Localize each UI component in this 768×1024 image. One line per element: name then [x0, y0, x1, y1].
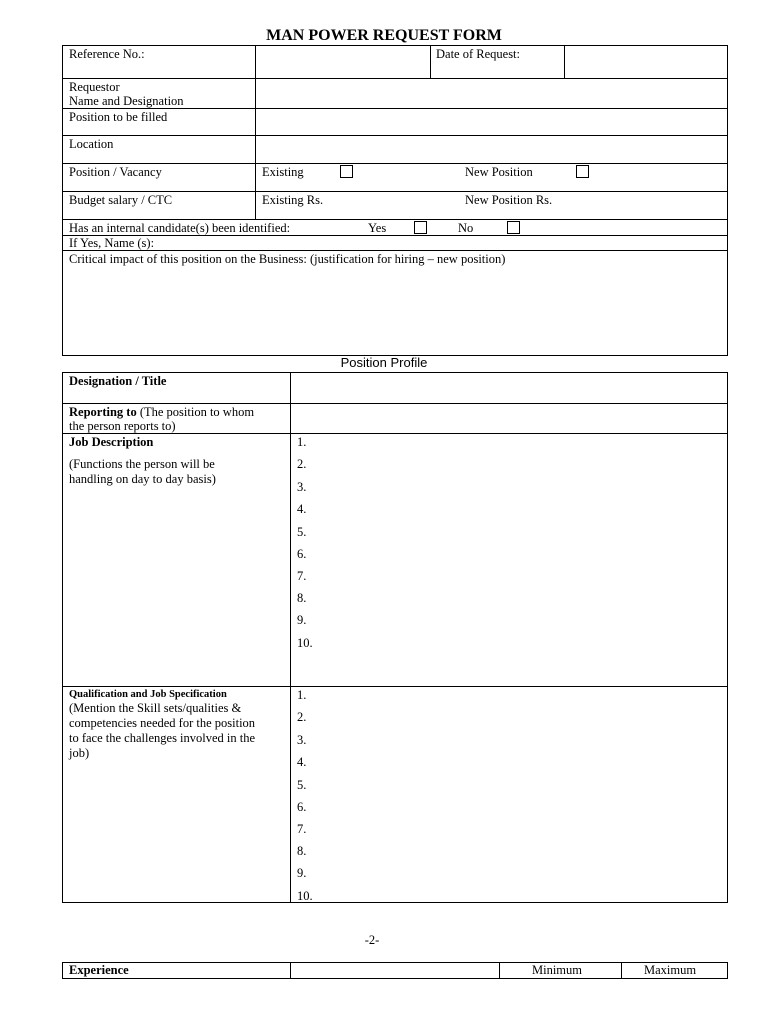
- location-label: Location: [69, 137, 114, 151]
- existing-checkbox[interactable]: [340, 165, 353, 178]
- qual-item-number: 9.: [297, 866, 307, 880]
- reporting-to-bold: Reporting to: [69, 405, 137, 419]
- position-to-be-filled-label: Position to be filled: [69, 110, 168, 124]
- minimum-label: Minimum: [532, 963, 583, 977]
- qual-item-number: 7.: [297, 822, 307, 836]
- existing-rs-label: Existing Rs.: [262, 193, 324, 207]
- qual-item-number: 10.: [297, 889, 313, 903]
- qual-item-number: 2.: [297, 710, 307, 724]
- if-yes-name-label: If Yes, Name (s):: [69, 236, 155, 250]
- qual-item-number: 1.: [297, 688, 307, 702]
- no-label: No: [458, 221, 474, 235]
- job-item-number: 8.: [297, 591, 307, 605]
- job-description-note-line2: handling on day to day basis): [69, 472, 216, 486]
- new-position-checkbox[interactable]: [576, 165, 589, 178]
- qualification-label: Qualification and Job Specification: [69, 689, 227, 700]
- reporting-to-field[interactable]: [292, 405, 726, 432]
- position-profile-heading: Position Profile: [340, 355, 428, 370]
- requestor-label: Requestor: [69, 80, 120, 94]
- no-checkbox[interactable]: [507, 221, 520, 234]
- qualification-note-line4: job): [69, 746, 90, 760]
- form-title: MAN POWER REQUEST FORM: [266, 27, 502, 44]
- date-of-request-field[interactable]: [566, 47, 726, 77]
- experience-label: Experience: [69, 963, 129, 977]
- qual-item-number: 8.: [297, 844, 307, 858]
- job-description-note: (Functions the person will be: [69, 457, 215, 471]
- critical-impact-label: Critical impact of this position on the Business: (justification for hiring – new position): [69, 252, 506, 266]
- qual-item-number: 3.: [297, 733, 307, 747]
- reference-no-field[interactable]: [257, 47, 429, 77]
- job-item-number: 6.: [297, 547, 307, 561]
- maximum-label: Maximum: [644, 963, 697, 977]
- location-field[interactable]: [257, 137, 726, 162]
- budget-salary-label: Budget salary / CTC: [69, 193, 173, 207]
- qual-item-number: 6.: [297, 800, 307, 814]
- job-item-number: 10.: [297, 636, 313, 650]
- requestor-label-line2: Name and Designation: [69, 94, 184, 108]
- designation-title-field[interactable]: [292, 374, 726, 402]
- new-position-rs-label: New Position Rs.: [465, 193, 553, 207]
- position-to-be-filled-field[interactable]: [257, 110, 726, 134]
- job-description-label: Job Description: [69, 435, 154, 449]
- designation-title-label: Designation / Title: [69, 374, 167, 388]
- yes-checkbox[interactable]: [414, 221, 427, 234]
- position-profile-table: [62, 372, 728, 903]
- reference-no-label: Reference No.:: [69, 47, 145, 61]
- job-item-number: 3.: [297, 480, 307, 494]
- date-of-request-label: Date of Request:: [436, 47, 521, 61]
- job-item-number: 9.: [297, 613, 307, 627]
- reporting-to-label-line2: the person reports to): [69, 419, 176, 433]
- yes-label: Yes: [368, 221, 387, 235]
- page-number: -2-: [364, 933, 380, 947]
- qual-item-number: 4.: [297, 755, 307, 769]
- job-item-number: 7.: [297, 569, 307, 583]
- qualification-note-line2: competencies needed for the position: [69, 716, 256, 730]
- qual-item-number: 5.: [297, 778, 307, 792]
- job-item-number: 2.: [297, 457, 307, 471]
- qualification-note: (Mention the Skill sets/qualities &: [69, 701, 242, 715]
- reporting-to-rest: (The position to whom: [136, 405, 255, 419]
- qualification-note-line3: to face the challenges involved in the: [69, 731, 256, 745]
- reporting-to-label: [69, 405, 254, 419]
- requestor-field[interactable]: [257, 80, 726, 107]
- job-item-number: 1.: [297, 435, 307, 449]
- experience-field[interactable]: [292, 963, 498, 978]
- internal-candidate-label: Has an internal candidate(s) been identified:: [69, 221, 291, 235]
- existing-label: Existing: [262, 165, 304, 179]
- position-vacancy-label: Position / Vacancy: [69, 165, 162, 179]
- job-item-number: 5.: [297, 525, 307, 539]
- job-item-number: 4.: [297, 502, 307, 516]
- new-position-label: New Position: [465, 165, 533, 179]
- critical-impact-field[interactable]: [64, 268, 726, 354]
